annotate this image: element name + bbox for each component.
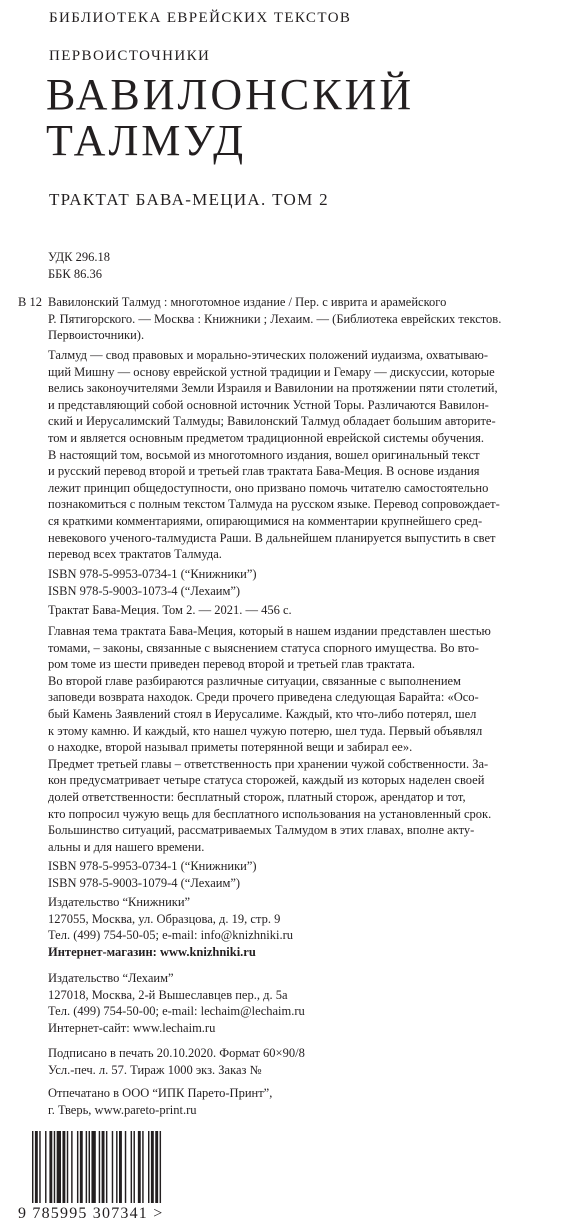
abstract-line: невекового ученого-талмудиста Раши. В дальнейшем планируется выпустить в свет: [48, 530, 496, 545]
biblio-line: Первоисточники).: [48, 328, 145, 343]
abstract-line: Главная тема трактата Бава-Меция, который в нашем издании представлен шестью: [48, 624, 491, 638]
book-subtitle: ТРАКТАТ БАВА-МЕЦИА. ТОМ 2: [49, 190, 329, 209]
abstract-line: к этому камню. И каждый, кто нашел чужую потерю, шел туда. Первый объявлял: [48, 723, 483, 738]
abstract-line: и русский перевод второй и третьей глав трактата Бава-Меция. В основе издания: [48, 464, 480, 479]
udk-code: УДК 296.18: [48, 250, 110, 264]
abstract-line: ся краткими комментариями, опирающимися на комментарии крупнейшего сред-: [48, 513, 483, 528]
biblio-line: Вавилонский Талмуд : многотомное издание / Пер. с иврита и арамейского: [48, 295, 447, 309]
print-info: [48, 1045, 558, 1078]
abstract-line: кон предусматривает четыре статуса сторожей, каждый из которых наделен своей: [48, 773, 485, 788]
abstract-line: щий Мишну — основу еврейской устной традиции и Гемару — дискуссии, которые: [48, 364, 495, 379]
abstract-line: перевод всех трактатов Талмуда.: [48, 547, 222, 562]
barcode-digits: 9 785995 307341 >: [18, 1205, 164, 1222]
print-info-line: Усл.-печ. л. 57. Тираж 1000 экз. Заказ №: [48, 1062, 262, 1077]
abstract-line: велись законоучителями Земли Израиля и Вавилонии на протяжении пяти столетий,: [48, 381, 498, 396]
isbn-line: ISBN 978-5-9953-0734-1 (“Книжники”): [48, 859, 257, 873]
bbk-code: ББК 86.36: [48, 266, 102, 281]
printer-info: [48, 1085, 558, 1118]
book-title: [46, 72, 414, 164]
publisher-site: Интернет-сайт: www.lechaim.ru: [48, 1020, 216, 1035]
classification-codes: [48, 249, 558, 282]
subseries-name: ПЕРВОИСТОЧНИКИ: [49, 48, 211, 64]
series-name: БИБЛИОТЕКА ЕВРЕЙСКИХ ТЕКСТОВ: [49, 10, 352, 26]
printer-line: г. Тверь, www.pareto-print.ru: [48, 1102, 197, 1117]
abstract-line: кто попросил чужую вещь для бесплатного использования на установленный срок.: [48, 806, 492, 821]
abstract-line: и представляющий собой основной источник Устной Торы. Различаются Вавилон-: [48, 397, 489, 412]
bibliographic-record: [48, 294, 558, 344]
abstract-line: заповеди возврата находок. Среди прочего приведена следующая Барайта: «Осо-: [48, 690, 479, 705]
abstract-line: Во второй главе разбираются различные ситуации, связанные с выполнением: [48, 673, 461, 688]
publisher-contacts: Тел. (499) 754-50-05; e-mail: info@knizhniki.ru: [48, 928, 293, 943]
abstract-volume: [48, 623, 558, 855]
publisher-name: Издательство “Книжники”: [48, 895, 191, 909]
abstract-line: Талмуд — свод правовых и морально-этических положений иудаизма, охватываю-: [48, 348, 489, 362]
abstract-line: Предмет третьей главы – ответственность при хранении чужой собственности. За-: [48, 756, 489, 771]
isbn-block-general: [48, 566, 558, 599]
publisher-address: 127055, Москва, ул. Образцова, д. 19, стр. 9: [48, 911, 281, 926]
publisher-contacts: Тел. (499) 754-50-00; e-mail: lechaim@lechaim.ru: [48, 1004, 305, 1019]
title-line-1: ВАВИЛОНСКИЙ: [46, 70, 415, 119]
abstract-line: лежит принцип общедоступности, оно призвано помочь читателю самостоятельно: [48, 480, 489, 495]
printer-line: Отпечатано в ООО “ИПК Парето-Принт”,: [48, 1086, 273, 1100]
abstract-general: [48, 347, 558, 563]
abstract-line: Большинство ситуаций, рассматриваемых Талмудом в этих главах, вполне акту-: [48, 823, 475, 838]
abstract-line: долей ответственности: бесплатный сторож, платный сторож, арендатор и тот,: [48, 789, 466, 804]
abstract-line: том и является основным предметом традиционной еврейской системы обучения.: [48, 430, 485, 445]
volume-info: Трактат Бава-Меция. Том 2. — 2021. — 456 с.: [48, 603, 292, 617]
abstract-line: бый Камень Заявлений стоял в Иерусалиме. Каждый, кто что-либо потерял, шел: [48, 706, 477, 721]
abstract-line: альны и для нашего времени.: [48, 839, 205, 854]
title-line-2: ТАЛМУД: [46, 116, 247, 165]
publisher-lechaim: [48, 970, 558, 1036]
abstract-line: томами, – законы, связанные с выяснением статуса спорного имущества. Во вто-: [48, 640, 479, 655]
abstract-line: ром томе из шести приведен перевод второй и третьей глав трактата.: [48, 657, 416, 672]
isbn-line: ISBN 978-5-9003-1079-4 (“Лехаим”): [48, 875, 241, 890]
isbn-line: ISBN 978-5-9953-0734-1 (“Книжники”): [48, 567, 257, 581]
isbn-barcode: [18, 1131, 208, 1227]
abstract-line: о находке, второй называл приметы потерянной вещи и забирал ее».: [48, 740, 413, 755]
abstract-line: ский и Иерусалимский Талмуды; Вавилонский Талмуд обладает большим авторите-: [48, 414, 496, 429]
author-mark: В 12: [18, 295, 42, 309]
abstract-line: В настоящий том, восьмой из многотомного издания, вошел оригинальный текст: [48, 447, 480, 462]
abstract-line: познакомиться с полным текстом Талмуда на русском языке. Перевод сопровождает-: [48, 497, 500, 512]
publisher-address: 127018, Москва, 2-й Вышеславцев пер., д. 5а: [48, 987, 288, 1002]
biblio-line: Р. Пятигорского. — Москва : Книжники ; Лехаим. — (Библиотека еврейских текстов.: [48, 311, 502, 326]
isbn-line: ISBN 978-5-9003-1073-4 (“Лехаим”): [48, 583, 241, 598]
barcode-icon: [18, 1131, 208, 1205]
publisher-shop-link: Интернет-магазин: www.knizhniki.ru: [48, 944, 256, 959]
print-info-line: Подписано в печать 20.10.2020. Формат 60×90/8: [48, 1046, 305, 1060]
publisher-name: Издательство “Лехаим”: [48, 971, 174, 985]
isbn-block-volume: [48, 858, 558, 891]
publisher-knizhniki: [48, 894, 558, 960]
